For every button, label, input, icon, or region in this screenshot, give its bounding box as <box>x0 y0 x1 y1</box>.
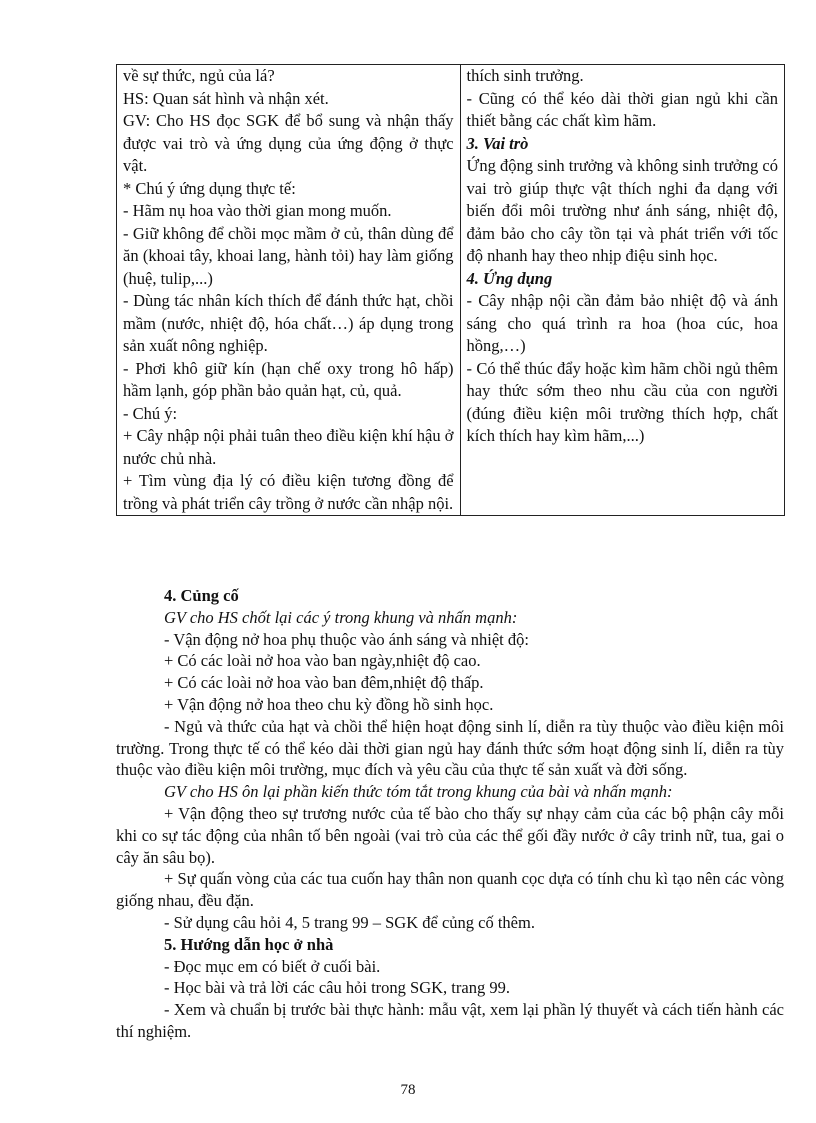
body-line: + Vận động nở hoa theo chu kỳ đồng hồ sinh học. <box>164 694 494 714</box>
content-cell <box>460 65 784 516</box>
heading-cung-co: 4. Củng cố <box>164 586 239 605</box>
left-line: GV: Cho HS đọc SGK để bổ sung và nhận thấy được vai trò và ứng dụng của ứng động ở thực vật. <box>123 111 454 175</box>
teacher-student-activity-cell <box>117 65 461 516</box>
body-line: - Học bài và trả lời các câu hỏi trong SGK, trang 99. <box>164 978 510 998</box>
body-line: - Đọc mục em có biết ở cuối bài. <box>164 956 381 976</box>
intro-line: GV cho HS ôn lại phần kiến thức tóm tắt trong khung của bài và nhấn mạnh: <box>164 782 673 802</box>
lesson-body <box>116 585 784 1043</box>
section-heading-ung-dung: 4. Ứng dụng <box>466 268 553 288</box>
body-line: - Vận động nở hoa phụ thuộc vào ánh sáng và nhiệt độ: <box>164 629 529 649</box>
body-line: + Có các loài nở hoa vào ban ngày,nhiệt độ cao. <box>164 651 481 671</box>
body-line: - Sử dụng câu hỏi 4, 5 trang 99 – SGK để củng cố thêm. <box>164 912 535 932</box>
left-line: + Tìm vùng địa lý có điều kiện tương đồng để trồng và phát triển cây trồng ở nước cần nhập nội. <box>123 471 454 513</box>
body-paragraph: + Vận động theo sự trương nước của tế bào cho thấy sự nhạy cảm của các bộ phận cây mỗi khi co sự tác động của nhân tố bên ngoài (vai trò của các thể gối đầy nước ở cây trinh nữ, tua, gai o cây ăn sâu bọ). <box>116 803 784 867</box>
section-heading-vai-tro: 3. Vai trò <box>466 133 529 153</box>
right-line: - Cây nhập nội cần đảm bảo nhiệt độ và ánh sáng cho quá trình ra hoa (hoa cúc, hoa hồng,…) <box>466 291 778 355</box>
right-line: thích sinh trưởng. <box>466 66 584 85</box>
right-line: Ứng động sinh trưởng và không sinh trưởng có vai trò giúp thực vật thích nghi đa dạng với biến đổi môi trường như ánh sáng, nhiệt độ, đảm bảo cho cây tồn tại và phát triển với tốc độ nhanh hay theo nhịp điệu sinh học. <box>466 156 778 265</box>
left-line: về sự thức, ngủ của lá? <box>123 66 275 85</box>
left-line: - Giữ không để chồi mọc mầm ở củ, thân dùng để ăn (khoai tây, khoai lang, hành tỏi) hay làm giống (huệ, tulip,...) <box>123 223 454 288</box>
left-line: * Chú ý ứng dụng thực tế: <box>123 178 296 198</box>
left-line: - Hãm nụ hoa vào thời gian mong muốn. <box>123 201 392 220</box>
body-line: + Có các loài nở hoa vào ban đêm,nhiệt độ thấp. <box>164 673 484 693</box>
body-paragraph: - Xem và chuẩn bị trước bài thực hành: mẫu vật, xem lại phần lý thuyết và cách tiến hành các thí nghiệm. <box>116 1000 784 1041</box>
left-line: HS: Quan sát hình và nhận xét. <box>123 88 329 108</box>
page-number: 78 <box>400 1082 416 1098</box>
intro-line: GV cho HS chốt lại các ý trong khung và nhấn mạnh: <box>164 607 518 627</box>
left-line: - Dùng tác nhân kích thích để đánh thức hạt, chồi mầm (nước, nhiệt độ, hóa chất…) áp dụng trong sản xuất nông nghiệp. <box>123 291 454 355</box>
left-line: - Chú ý: <box>123 403 178 423</box>
body-paragraph: - Ngủ và thức của hạt và chồi thể hiện hoạt động sinh lí, diễn ra tùy thuộc vào điều kiện môi trường. Trong thực tế có thể kéo dài thời gian ngủ hay đánh thức sớm hoạt động sinh lí, diễn ra tùy thuộc vào điều kiện môi trường, mục đích và yêu cầu của thực tế sản xuất và đời sống. <box>116 716 784 780</box>
right-line: - Cũng có thể kéo dài thời gian ngủ khi cần thiết bằng các chất kìm hãm. <box>466 88 778 130</box>
table-row <box>117 65 785 516</box>
body-paragraph: + Sự quấn vòng của các tua cuốn hay thân non quanh cọc dựa có tính chu kì tạo nên các vòng giống nhau, đều đặn. <box>116 869 784 911</box>
left-line: - Phơi khô giữ kín (hạn chế oxy trong hô hấp) hầm lạnh, góp phần bảo quản hạt, củ, quả. <box>123 358 454 400</box>
heading-huong-dan: 5. Hướng dẫn học ở nhà <box>164 934 334 954</box>
lesson-table <box>116 64 785 516</box>
left-line: + Cây nhập nội phải tuân theo điều kiện khí hậu ở nước chủ nhà. <box>123 426 454 468</box>
right-line: - Có thể thúc đẩy hoặc kìm hãm chồi ngủ thêm hay thức sớm theo nhu cầu của con người (đúng điều kiện môi trường thích hợp, chất kích thích hay kìm hãm,...) <box>466 358 778 445</box>
